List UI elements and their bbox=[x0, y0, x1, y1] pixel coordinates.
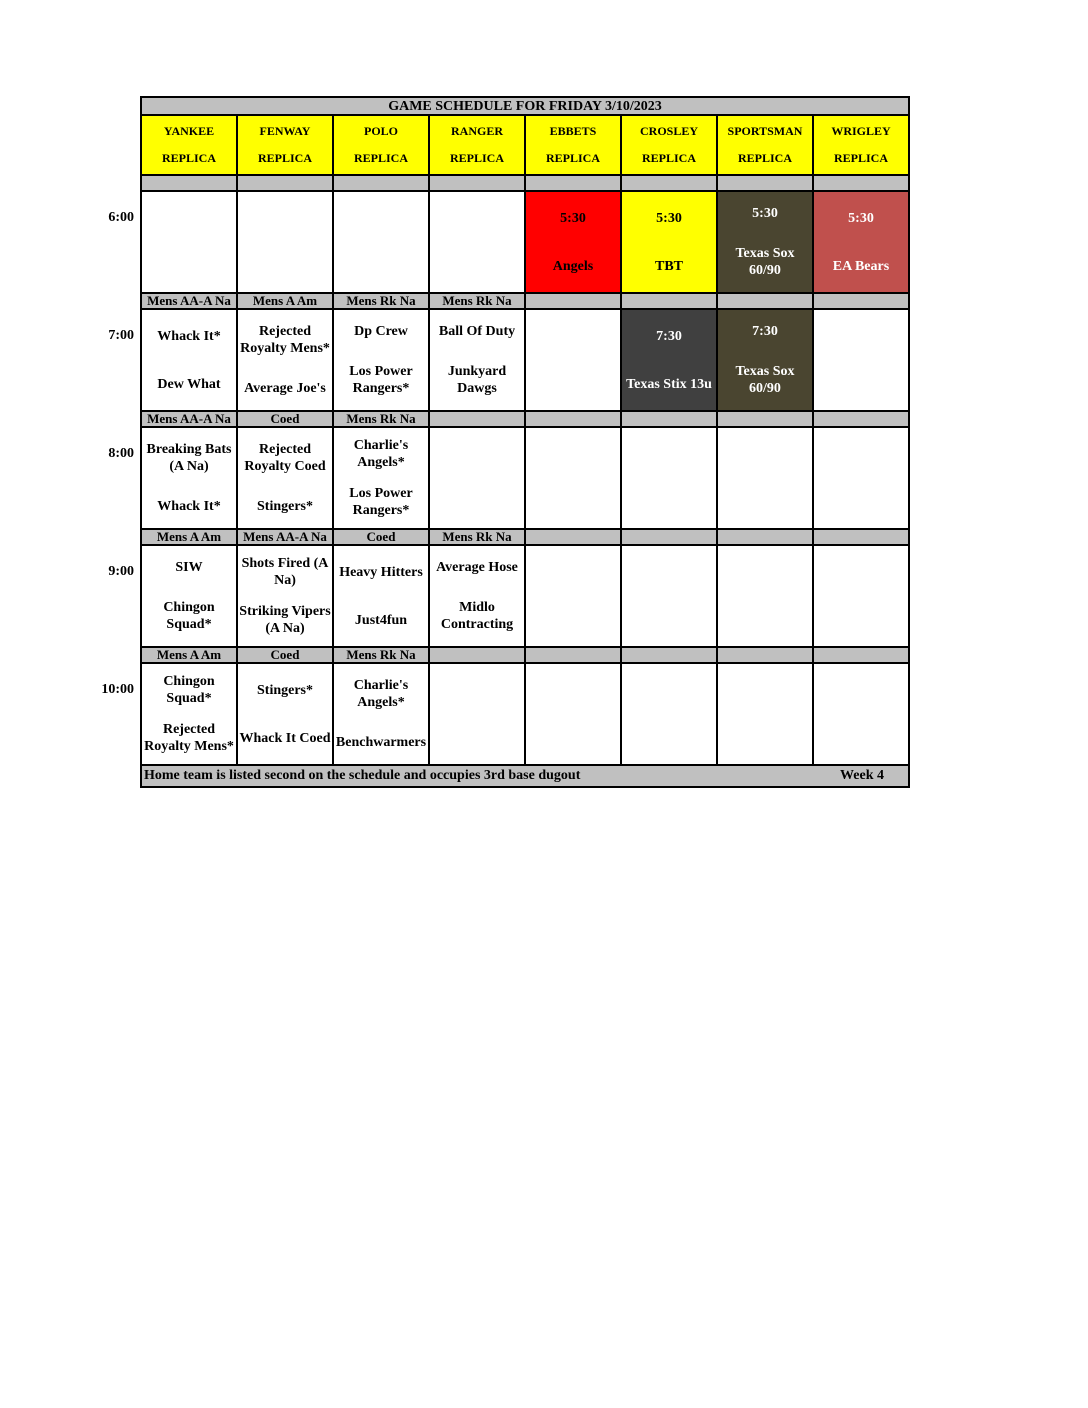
game-team-bottom: Striking Vipers (A Na) bbox=[239, 604, 331, 636]
division-label: Mens A Am bbox=[140, 530, 238, 546]
division-label-row bbox=[140, 530, 910, 546]
division-label: Mens AA-A Na bbox=[238, 530, 334, 546]
game-cell bbox=[334, 192, 430, 294]
game-cell bbox=[526, 310, 622, 412]
game-team-top: Breaking Bats (A Na) bbox=[146, 442, 232, 475]
field-subtitle: REPLICA bbox=[449, 151, 504, 165]
division-label bbox=[238, 176, 334, 192]
division-label bbox=[622, 530, 718, 546]
division-label bbox=[814, 176, 910, 192]
field-subtitle: REPLICA bbox=[353, 151, 408, 165]
field-subtitle: REPLICA bbox=[257, 151, 312, 165]
division-label: Coed bbox=[334, 530, 430, 546]
game-team-bottom: Dew What bbox=[157, 376, 221, 392]
division-label: Mens AA-A Na bbox=[140, 412, 238, 428]
division-label bbox=[622, 176, 718, 192]
schedule-sheet bbox=[101, 96, 910, 788]
game-cell bbox=[238, 310, 334, 412]
game-cell bbox=[140, 664, 238, 766]
field-header-sportsman bbox=[718, 116, 814, 176]
time-label: 7:00 bbox=[108, 328, 134, 343]
game-cell bbox=[334, 664, 430, 766]
field-name: YANKEE bbox=[163, 124, 215, 138]
time-label: 10:00 bbox=[101, 682, 134, 697]
division-label bbox=[718, 530, 814, 546]
division-label: Mens AA-A Na bbox=[140, 294, 238, 310]
field-header-fenway bbox=[238, 116, 334, 176]
game-team-top: Heavy Hitters bbox=[339, 564, 423, 580]
game-cell bbox=[238, 428, 334, 530]
field-subtitle: REPLICA bbox=[833, 151, 888, 165]
game-cell bbox=[238, 664, 334, 766]
division-label bbox=[526, 530, 622, 546]
game-cell bbox=[430, 192, 526, 294]
field-name: EBBETS bbox=[549, 124, 597, 138]
game-cell bbox=[334, 546, 430, 648]
game-team-top: 5:30 bbox=[560, 210, 586, 226]
game-cell bbox=[814, 664, 910, 766]
division-label bbox=[334, 176, 430, 192]
division-label: Mens A Am bbox=[140, 648, 238, 664]
game-cell bbox=[140, 428, 238, 530]
division-label bbox=[622, 648, 718, 664]
field-header-ranger bbox=[430, 116, 526, 176]
field-header-yankee bbox=[140, 116, 238, 176]
game-cell bbox=[814, 310, 910, 412]
game-cell bbox=[140, 192, 238, 294]
division-label bbox=[718, 412, 814, 428]
game-cell bbox=[430, 310, 526, 412]
division-label bbox=[622, 294, 718, 310]
game-team-bottom: Whack It Coed bbox=[239, 730, 331, 746]
division-label bbox=[526, 176, 622, 192]
field-header-row bbox=[140, 116, 910, 176]
field-name: FENWAY bbox=[259, 124, 311, 138]
game-cell bbox=[334, 310, 430, 412]
division-label bbox=[814, 294, 910, 310]
game-cell bbox=[718, 428, 814, 530]
game-team-bottom: Los Power Rangers* bbox=[349, 363, 413, 396]
time-slot-row bbox=[108, 192, 910, 294]
game-team-top: SIW bbox=[175, 560, 203, 576]
game-cell bbox=[814, 546, 910, 648]
game-cell bbox=[814, 192, 910, 294]
division-label: Coed bbox=[238, 648, 334, 664]
game-cell bbox=[622, 664, 718, 766]
game-team-bottom: Texas Sox 60/90 bbox=[735, 363, 795, 396]
game-cell bbox=[526, 192, 622, 294]
division-label bbox=[430, 176, 526, 192]
time-slot-row bbox=[108, 428, 910, 530]
game-team-bottom: Chingon Squad* bbox=[163, 599, 215, 632]
game-team-bottom: Benchwarmers bbox=[335, 734, 427, 750]
game-team-bottom: Angels bbox=[552, 258, 594, 274]
game-team-bottom: Just4fun bbox=[354, 612, 408, 628]
game-cell bbox=[238, 546, 334, 648]
division-label bbox=[814, 412, 910, 428]
game-cell bbox=[238, 192, 334, 294]
game-team-bottom: EA Bears bbox=[832, 258, 890, 274]
game-team-top: Rejected Royalty Coed bbox=[244, 442, 326, 475]
game-team-top: Charlie's Angels* bbox=[353, 678, 409, 711]
field-subtitle: REPLICA bbox=[161, 151, 216, 165]
division-label-row bbox=[140, 294, 910, 310]
division-label bbox=[814, 530, 910, 546]
division-label bbox=[526, 412, 622, 428]
schedule-title: GAME SCHEDULE FOR FRIDAY 3/10/2023 bbox=[140, 96, 910, 116]
field-header-ebbets bbox=[526, 116, 622, 176]
division-label bbox=[430, 412, 526, 428]
footer-note: Home team is listed second on the schedule and occupies 3rd base dugout bbox=[144, 768, 581, 783]
field-header-crosley bbox=[622, 116, 718, 176]
game-team-bottom: Junkyard Dawgs bbox=[447, 363, 507, 396]
time-label: 9:00 bbox=[108, 564, 134, 579]
game-team-top: 7:30 bbox=[752, 324, 778, 340]
game-cell bbox=[430, 546, 526, 648]
field-subtitle: REPLICA bbox=[545, 151, 600, 165]
game-cell bbox=[526, 664, 622, 766]
game-team-top: 5:30 bbox=[848, 210, 874, 226]
game-team-top: Rejected Royalty Mens* bbox=[240, 324, 330, 357]
game-team-top: Whack It* bbox=[157, 328, 221, 344]
game-cell bbox=[718, 664, 814, 766]
game-team-top: Stingers* bbox=[257, 682, 313, 698]
game-team-top: Dp Crew bbox=[354, 324, 408, 340]
game-cell bbox=[718, 546, 814, 648]
game-team-bottom: Texas Stix 13u bbox=[626, 376, 712, 392]
game-team-top: 5:30 bbox=[656, 210, 682, 226]
game-team-bottom: Whack It* bbox=[157, 498, 221, 514]
game-team-top: Average Hose bbox=[436, 560, 518, 576]
game-team-top: Charlie's Angels* bbox=[353, 438, 409, 470]
game-team-bottom: Rejected Royalty Mens* bbox=[144, 722, 234, 754]
game-cell bbox=[430, 428, 526, 530]
game-cell bbox=[140, 546, 238, 648]
game-team-bottom: Stingers* bbox=[257, 498, 313, 514]
division-label bbox=[718, 294, 814, 310]
division-label: Mens Rk Na bbox=[430, 294, 526, 310]
division-label bbox=[526, 294, 622, 310]
time-label: 6:00 bbox=[108, 210, 134, 225]
time-slot-row bbox=[108, 546, 910, 648]
field-name: WRIGLEY bbox=[831, 124, 891, 138]
division-label bbox=[622, 412, 718, 428]
field-name: SPORTSMAN bbox=[727, 124, 803, 138]
game-team-bottom: Los Power Rangers* bbox=[349, 486, 413, 518]
division-label: Mens Rk Na bbox=[334, 412, 430, 428]
field-subtitle: REPLICA bbox=[737, 151, 792, 165]
division-label bbox=[718, 648, 814, 664]
division-label bbox=[526, 648, 622, 664]
game-team-top: Shots Fired (A Na) bbox=[241, 556, 329, 588]
game-cell bbox=[430, 664, 526, 766]
time-slot-row bbox=[108, 310, 910, 412]
field-name: POLO bbox=[363, 124, 398, 138]
game-cell bbox=[526, 546, 622, 648]
game-cell bbox=[622, 310, 718, 412]
field-header-wrigley bbox=[814, 116, 910, 176]
field-subtitle: REPLICA bbox=[641, 151, 696, 165]
game-cell bbox=[526, 428, 622, 530]
division-label bbox=[140, 176, 238, 192]
footer-week: Week 4 bbox=[840, 768, 884, 783]
game-team-top: Ball Of Duty bbox=[438, 324, 516, 340]
game-team-top: 7:30 bbox=[656, 328, 682, 344]
game-team-bottom: Average Joe's bbox=[244, 380, 326, 396]
game-team-bottom: TBT bbox=[654, 258, 683, 274]
game-cell bbox=[814, 428, 910, 530]
division-label: Mens Rk Na bbox=[334, 294, 430, 310]
division-label-row bbox=[140, 176, 910, 192]
division-label bbox=[430, 648, 526, 664]
schedule-body bbox=[101, 176, 910, 766]
game-cell bbox=[622, 546, 718, 648]
game-cell bbox=[140, 310, 238, 412]
division-label-row bbox=[140, 648, 910, 664]
time-slot-row bbox=[101, 664, 910, 766]
division-label: Mens Rk Na bbox=[430, 530, 526, 546]
time-label: 8:00 bbox=[108, 446, 134, 461]
game-team-bottom: Texas Sox 60/90 bbox=[735, 245, 795, 278]
field-header-polo bbox=[334, 116, 430, 176]
game-cell bbox=[334, 428, 430, 530]
game-team-bottom: Midlo Contracting bbox=[440, 599, 514, 632]
division-label-row bbox=[140, 412, 910, 428]
game-cell bbox=[718, 310, 814, 412]
field-name: RANGER bbox=[450, 124, 503, 138]
division-label: Mens Rk Na bbox=[334, 648, 430, 664]
game-cell bbox=[622, 428, 718, 530]
game-team-top: Chingon Squad* bbox=[163, 674, 215, 706]
schedule-footer bbox=[140, 766, 910, 788]
division-label bbox=[718, 176, 814, 192]
game-cell bbox=[622, 192, 718, 294]
division-label: Mens A Am bbox=[238, 294, 334, 310]
division-label bbox=[814, 648, 910, 664]
field-name: CROSLEY bbox=[639, 124, 698, 138]
division-label: Coed bbox=[238, 412, 334, 428]
game-team-top: 5:30 bbox=[752, 206, 778, 222]
game-cell bbox=[718, 192, 814, 294]
